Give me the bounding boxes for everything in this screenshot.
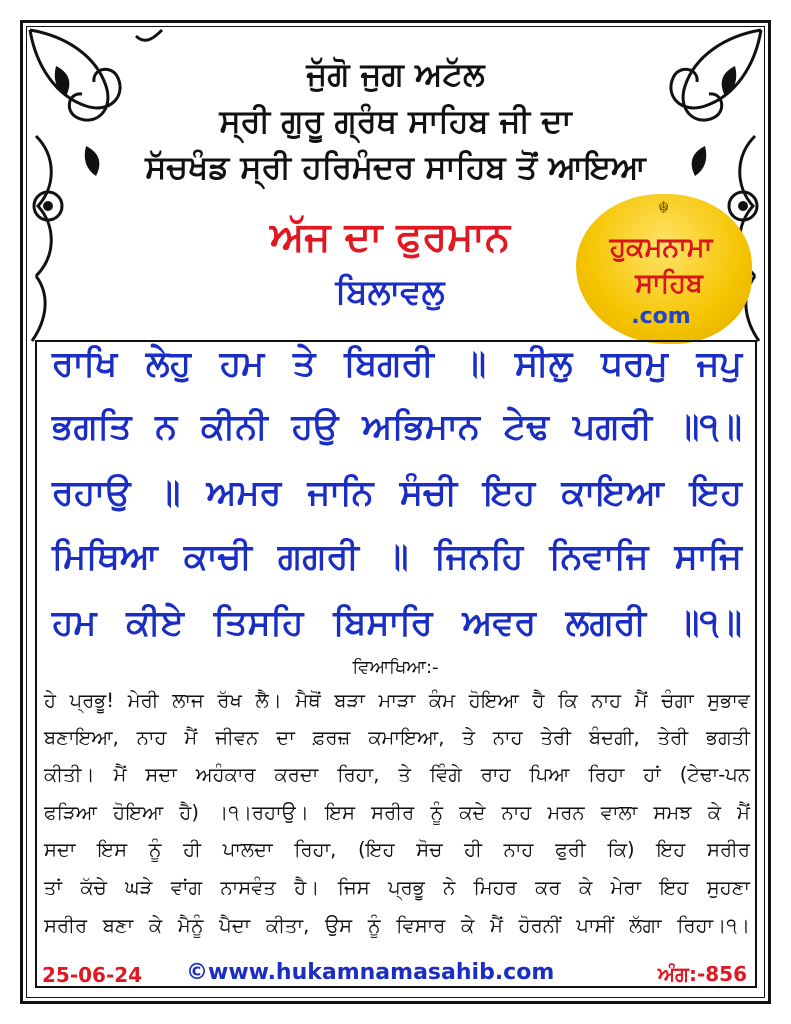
header-line-1: ਜੁੱਗੋ ਜੁਗ ਅਟੱਲ: [306, 55, 485, 93]
raag-name: ਬਿਲਾਵਲੁ: [335, 272, 445, 312]
header-line-3: ਸੱਚਖੰਡ ਸ੍ਰੀ ਹਰਿਮੰਦਰ ਸਾਹਿਬ ਤੋਂ ਆਇਆ: [145, 148, 646, 186]
footer-website-link[interactable]: ©www.hukamnamasahib.com: [186, 960, 555, 985]
hukamnama-sahib-logo: [566, 194, 756, 344]
translation-line: ਕੀਤੀ। ਮੈਂ ਸਦਾ ਅਹੰਕਾਰ ਕਰਦਾ ਰਿਹਾ, ਤੇ ਵਿੰਗੇ ਰਾਹ ਪਿਆ ਰਿਹਾ ਹਾਂ (ਟੇਢਾ-ਪਨ: [44, 763, 750, 786]
translation-line: ਸਦਾ ਇਸ ਨੂੰ ਹੀ ਪਾਲਦਾ ਰਿਹਾ, (ਇਹ ਸੋਚ ਹੀ ਨਾਹ ਫੁਰੀ ਕਿ) ਇਹ ਸਰੀਰ: [44, 838, 750, 861]
footer-date: 25-06-24: [42, 963, 143, 987]
translation-line: ਫੜਿਆ ਹੋਇਆ ਹੈ) ।੧।ਰਹਾਉ। ਇਸ ਸਰੀਰ ਨੂੰ ਕਦੇ ਨਾਹ ਮਰਨ ਵਾਲਾ ਸਮਝ ਕੇ ਮੈਂ: [44, 801, 750, 824]
logo-text-line-1: ਹੁਕਮਨਾਮਾ: [609, 232, 713, 263]
translation-line: ਹੇ ਪ੍ਰਭੂ! ਮੇਰੀ ਲਾਜ ਰੱਖ ਲੈ। ਮੈਥੋਂ ਬੜਾ ਮਾੜਾ ਕੰਮ ਹੋਇਆ ਹੈ ਕਿ ਨਾਹ ਮੈਂ ਚੰਗਾ ਸੁਭਾਵ: [44, 689, 750, 712]
translation-line: ਸਰੀਰ ਬਣਾ ਕੇ ਮੈਨੂੰ ਪੈਦਾ ਕੀਤਾ, ਉਸ ਨੂੰ ਵਿਸਾਰ ਕੇ ਮੈਂ ਹੋਰਨੀਂ ਪਾਸੀਂ ਲੱਗਾ ਰਿਹਾ।੧।: [44, 914, 750, 937]
gurbani-line: ਰਹਾਉ ॥ ਅਮਰ ਜਾਨਿ ਸੰਚੀ ਇਹ ਕਾਇਆ ਇਹ: [52, 473, 742, 513]
translation-line: ਬਣਾਇਆ, ਨਾਹ ਮੈਂ ਜੀਵਨ ਦਾ ਫ਼ਰਜ਼ ਕਮਾਇਆ, ਤੇ ਨਾਹ ਤੇਰੀ ਬੰਦਗੀ, ਤੇਰੀ ਭਗਤੀ: [44, 726, 750, 749]
header-line-2: ਸ੍ਰੀ ਗੁਰੂ ਗ੍ਰੰਥ ਸਾਹਿਬ ਜੀ ਦਾ: [219, 102, 572, 140]
gurbani-line: ਹਮ ਕੀਏ ਤਿਸਹਿ ਬਿਸਾਰਿ ਅਵਰ ਲਗਰੀ ॥੧॥: [52, 603, 742, 643]
vyakhya-label: ਵਿਆਖਿਆ:-: [352, 657, 439, 678]
logo-text-line-3: .com: [631, 304, 691, 329]
translation-line: ਤਾਂ ਕੱਚੇ ਘੜੇ ਵਾਂਗ ਨਾਸਵੰਤ ਹੈ। ਜਿਸ ਪ੍ਰਭੂ ਨੇ ਮਿਹਰ ਕਰ ਕੇ ਮੇਰਾ ਇਹ ਸੁਹਣਾ: [44, 876, 750, 899]
logo-text-line-2: ਸਾਹਿਬ: [635, 268, 703, 299]
footer-ang-number: ਅੰਗ:-856: [657, 962, 747, 986]
gurbani-line: ਭਗਤਿ ਨ ਕੀਨੀ ਹਉ ਅਭਿਮਾਨ ਟੇਢ ਪਗਰੀ ॥੧॥: [52, 407, 742, 447]
gurbani-line: ਰਾਖਿ ਲੇਹੁ ਹਮ ਤੇ ਬਿਗਰੀ ॥ ਸੀਲੁ ਧਰਮੁ ਜਪੁ: [52, 344, 742, 384]
khanda-icon: ☬: [657, 198, 670, 217]
gurbani-line: ਮਿਥਿਆ ਕਾਚੀ ਗਗਰੀ ॥ ਜਿਨਹਿ ਨਿਵਾਜਿ ਸਾਜਿ: [52, 537, 742, 577]
page-title: ਅੱਜ ਦਾ ਫੁਰਮਾਨ: [270, 214, 510, 260]
